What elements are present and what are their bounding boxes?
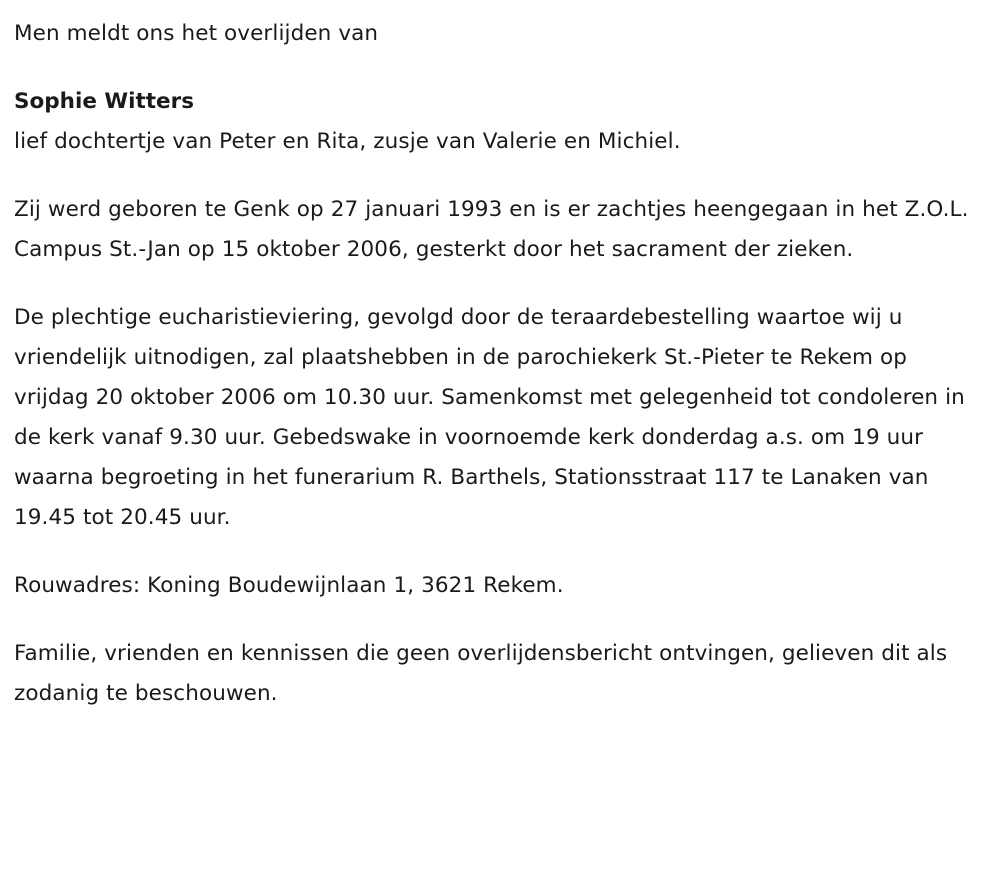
funeral-ceremony-paragraph: De plechtige eucharistieviering, gevolgd door de teraardebestelling waartoe wij u vriendelijk uitnodigen, zal plaatshebben in de parochiekerk St.-Pieter te Rekem op vrijdag 20 oktober 2006 om 10.30 uur. Samenkomst met gelegenheid tot condoleren in de kerk vanaf 9.30 uur. Gebedswake in voornoemde kerk donderdag a.s. om 19 uur waarna begroeting in het funerarium R. Barthels, Stationsstraat 117 te Lanaken van 19.45 tot 20.45 uur. xyxy=(14,305,972,530)
deceased-name: Sophie Witters xyxy=(14,89,195,114)
closing-notice-text: Familie, vrienden en kennissen die geen overlijdensbericht ontvingen, gelieven dit als zodanig te beschouwen. xyxy=(14,641,955,706)
birth-and-death-paragraph: Zij werd geboren te Genk op 27 januari 1993 en is er zachtjes heengegaan in het Z.O.L. Campus St.-Jan op 15 oktober 2006, gesterkt door het sacrament der zieken. xyxy=(14,197,976,262)
mourning-address-text: Rouwadres: Koning Boudewijnlaan 1, 3621 Rekem. xyxy=(14,573,564,598)
family-relations-text: lief dochtertje van Peter en Rita, zusje van Valerie en Michiel. xyxy=(14,129,681,154)
notice-intro-text: Men meldt ons het overlijden van xyxy=(14,21,379,46)
